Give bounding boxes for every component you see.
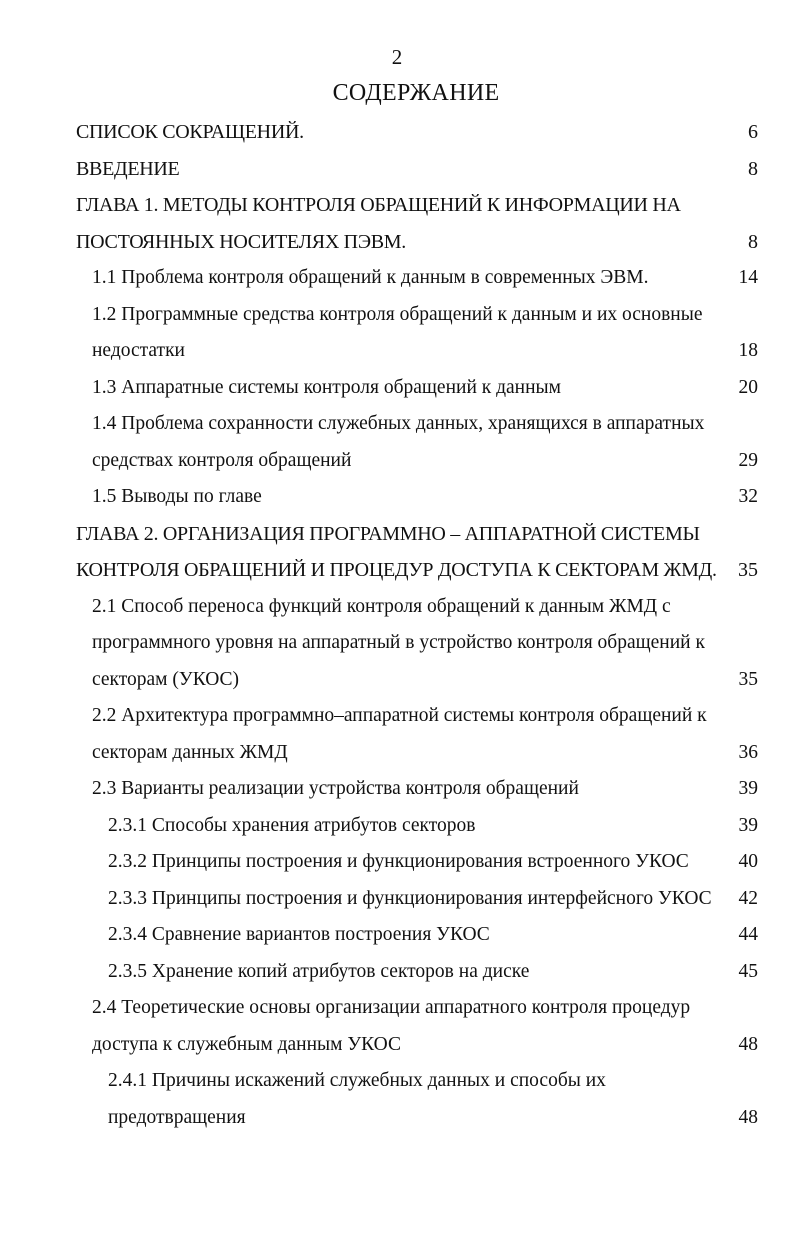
toc-page-number: 48 [738,1106,758,1128]
toc-entry-text: недостатки [92,340,185,361]
toc-entry-line [0,443,794,480]
toc-entry-text: 1.2 Программные средства контроля обращений к данным и их основные [92,303,703,325]
toc-entry-line [0,224,794,261]
toc-entry-line [0,954,794,991]
toc-entry-text: 2.3.4 Сравнение вариантов построения УКОС [108,924,490,945]
page-title: СОДЕРЖАНИЕ [332,80,500,106]
toc-page-number: 14 [738,267,758,288]
toc-page-number: 20 [738,376,758,398]
toc-entry-line [0,735,794,772]
toc-entry-text: 1.5 Выводы по главе [92,486,262,507]
toc-entry-line [0,151,794,188]
toc-entry-line [0,881,794,918]
toc-entry-text: ГЛАВА 2. ОРГАНИЗАЦИЯ ПРОГРАММНО – АППАРАТНОЙ СИСТЕМЫ [76,522,700,545]
toc-entry-text: ВВЕДЕНИЕ [76,157,180,180]
toc-page-number: 29 [738,449,758,471]
toc-entry-line [0,406,794,443]
toc-entry-line [0,552,794,589]
toc-entry-text: 2.3.3 Принципы построения и функционирования интерфейсного УКОС [108,887,712,909]
toc-page-number: 35 [738,668,758,690]
toc-entry-line [0,1100,794,1137]
toc-entry-text: 2.2 Архитектура программно–аппаратной системы контроля обращений к [92,705,707,726]
toc-page-number: 35 [738,559,758,581]
toc-entry-text: доступа к служебным данным УКОС [92,1033,401,1055]
toc-entry-text: 2.3.2 Принципы построения и функционирования встроенного УКОС [108,851,689,872]
toc-entry-line [0,479,794,516]
toc-page-number: 42 [738,887,758,909]
toc-entry-text: 1.1 Проблема контроля обращений к данным в современных ЭВМ. [92,267,649,288]
toc-entry-line [0,114,794,151]
toc-entry-text: ГЛАВА 1. МЕТОДЫ КОНТРОЛЯ ОБРАЩЕНИЙ К ИНФОРМАЦИИ НА [76,194,681,216]
toc-page-number: 45 [738,960,758,982]
toc-page-number: 32 [738,486,758,507]
toc-entry-line [0,1027,794,1064]
toc-entry-line [0,771,794,808]
toc-entry-text: 2.3.5 Хранение копий атрибутов секторов на диске [108,960,530,982]
toc-entry-line [0,333,794,370]
toc-entry-line [0,917,794,954]
toc-entry-text: 2.3.1 Способы хранения атрибутов секторов [108,814,476,836]
toc-entry-line [0,516,794,553]
toc-entry-text: 2.4 Теоретические основы организации аппаратного контроля процедур [92,997,691,1018]
page-number: 2 [391,45,403,69]
toc-page-number: 39 [738,814,758,836]
toc-page-number: 36 [738,741,758,763]
toc-entry-line [0,260,794,297]
toc-entry-text: секторам (УКОС) [92,668,240,690]
toc-entry-line [0,297,794,334]
toc-entry-text: средствах контроля обращений [92,449,352,471]
toc-entry-line [0,990,794,1027]
toc-entry-line [0,187,794,224]
toc-entry-line [0,370,794,407]
toc-entry-text: программного уровня на аппаратный в устройство контроля обращений к [92,632,705,653]
toc-page-number: 6 [748,121,758,143]
toc-entry-text: предотвращения [108,1106,246,1128]
toc-entry-line [0,625,794,662]
toc-page-number: 40 [738,851,758,872]
table-of-contents [0,114,794,1136]
toc-entry-text: 2.3 Варианты реализации устройства контроля обращений [92,778,579,799]
toc-entry-text: 2.4.1 Причины искажений служебных данных и способы их [108,1070,606,1091]
toc-page-number: 8 [748,230,758,253]
toc-page-number: 44 [738,924,758,945]
toc-entry-text: ПОСТОЯННЫХ НОСИТЕЛЯХ ПЭВМ. [76,230,406,253]
toc-entry-text: 1.4 Проблема сохранности служебных данных, хранящихся в аппаратных [92,413,705,434]
toc-page-number: 39 [738,778,758,799]
toc-entry-line [0,808,794,845]
toc-entry-line [0,589,794,626]
toc-entry-text: СПИСОК СОКРАЩЕНИЙ. [76,121,304,143]
toc-page-number: 8 [748,157,758,180]
toc-entry-text: КОНТРОЛЯ ОБРАЩЕНИЙ И ПРОЦЕДУР ДОСТУПА К СЕКТОРАМ ЖМД. [76,559,717,581]
toc-page-number: 18 [738,340,758,361]
toc-entry-text: 1.3 Аппаратные системы контроля обращений к данным [92,376,561,398]
toc-entry-line [0,844,794,881]
toc-entry-text: 2.1 Способ переноса функций контроля обращений к данным ЖМД с [92,595,671,617]
toc-entry-text: секторам данных ЖМД [92,741,288,763]
toc-entry-line [0,698,794,735]
toc-entry-line [0,662,794,699]
toc-entry-line [0,1063,794,1100]
toc-page-number: 48 [738,1033,758,1055]
